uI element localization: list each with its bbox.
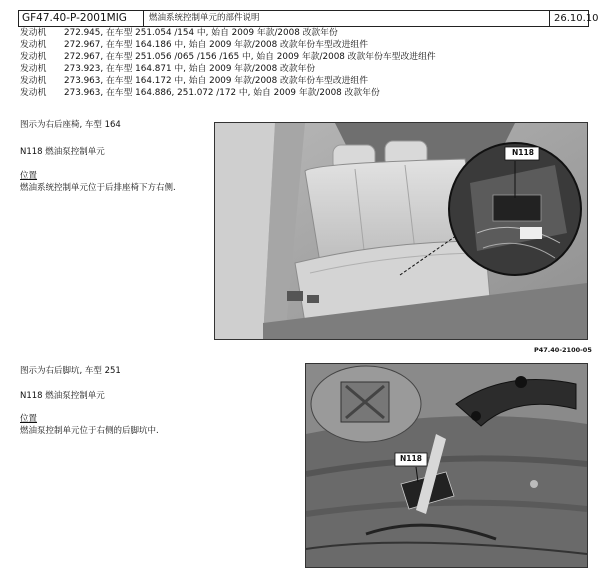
rear-seat-photo: [214, 122, 588, 340]
figure2-location-heading: 位置: [20, 414, 38, 424]
figure1-component: N118 燃油泵控制单元: [20, 147, 105, 157]
rear-footwell-photo: [305, 363, 588, 568]
document-date: 26.10.10: [554, 13, 599, 24]
engine-line: 发动机 272.945, 在车型 251.054 /154 中, 始自 2009 年款/2008 改款年份: [20, 28, 338, 38]
document-id: GF47.40-P-2001MIG: [19, 11, 144, 26]
engine-line: 发动机 273.923, 在车型 164.871 中, 始自 2009 年款/2008 改款年份: [20, 64, 316, 74]
figure1-reference: P47.40-2100-05: [534, 346, 592, 354]
figure2-caption: 图示为右后脚坑, 车型 251: [20, 366, 121, 376]
n118-callout: N118: [512, 148, 534, 157]
rear-footwell-illustration: [306, 364, 587, 567]
figure1-location-heading: 位置: [20, 171, 38, 181]
figure1-caption: 图示为右后座椅, 车型 164: [20, 120, 121, 130]
engine-line: 发动机 273.963, 在车型 164.886, 251.072 /172 中, 始自 2009 年款/2008 改款年份: [20, 88, 380, 98]
n118-callout: N118: [400, 454, 422, 463]
figure1-location-text: 燃油系统控制单元位于后排座椅下方右侧.: [20, 183, 176, 193]
figure2-location-text: 燃油泵控制单元位于右侧的后脚坑中.: [20, 426, 159, 436]
document-header: [18, 10, 599, 27]
document-title: 燃油系统控制单元的部件说明: [144, 11, 550, 26]
engine-line: 发动机 273.963, 在车型 164.172 中, 始自 2009 年款/2008 改款年份车型改进组件: [20, 76, 369, 86]
figure2-component: N118 燃油泵控制单元: [20, 391, 105, 401]
engine-line: 发动机 272.967, 在车型 251.056 /065 /156 /165 中, 始自 2009 年款/2008 改款年份车型改进组件: [20, 52, 436, 62]
engine-line: 发动机 272.967, 在车型 164.186 中, 始自 2009 年款/2008 改款年份车型改进组件: [20, 40, 369, 50]
